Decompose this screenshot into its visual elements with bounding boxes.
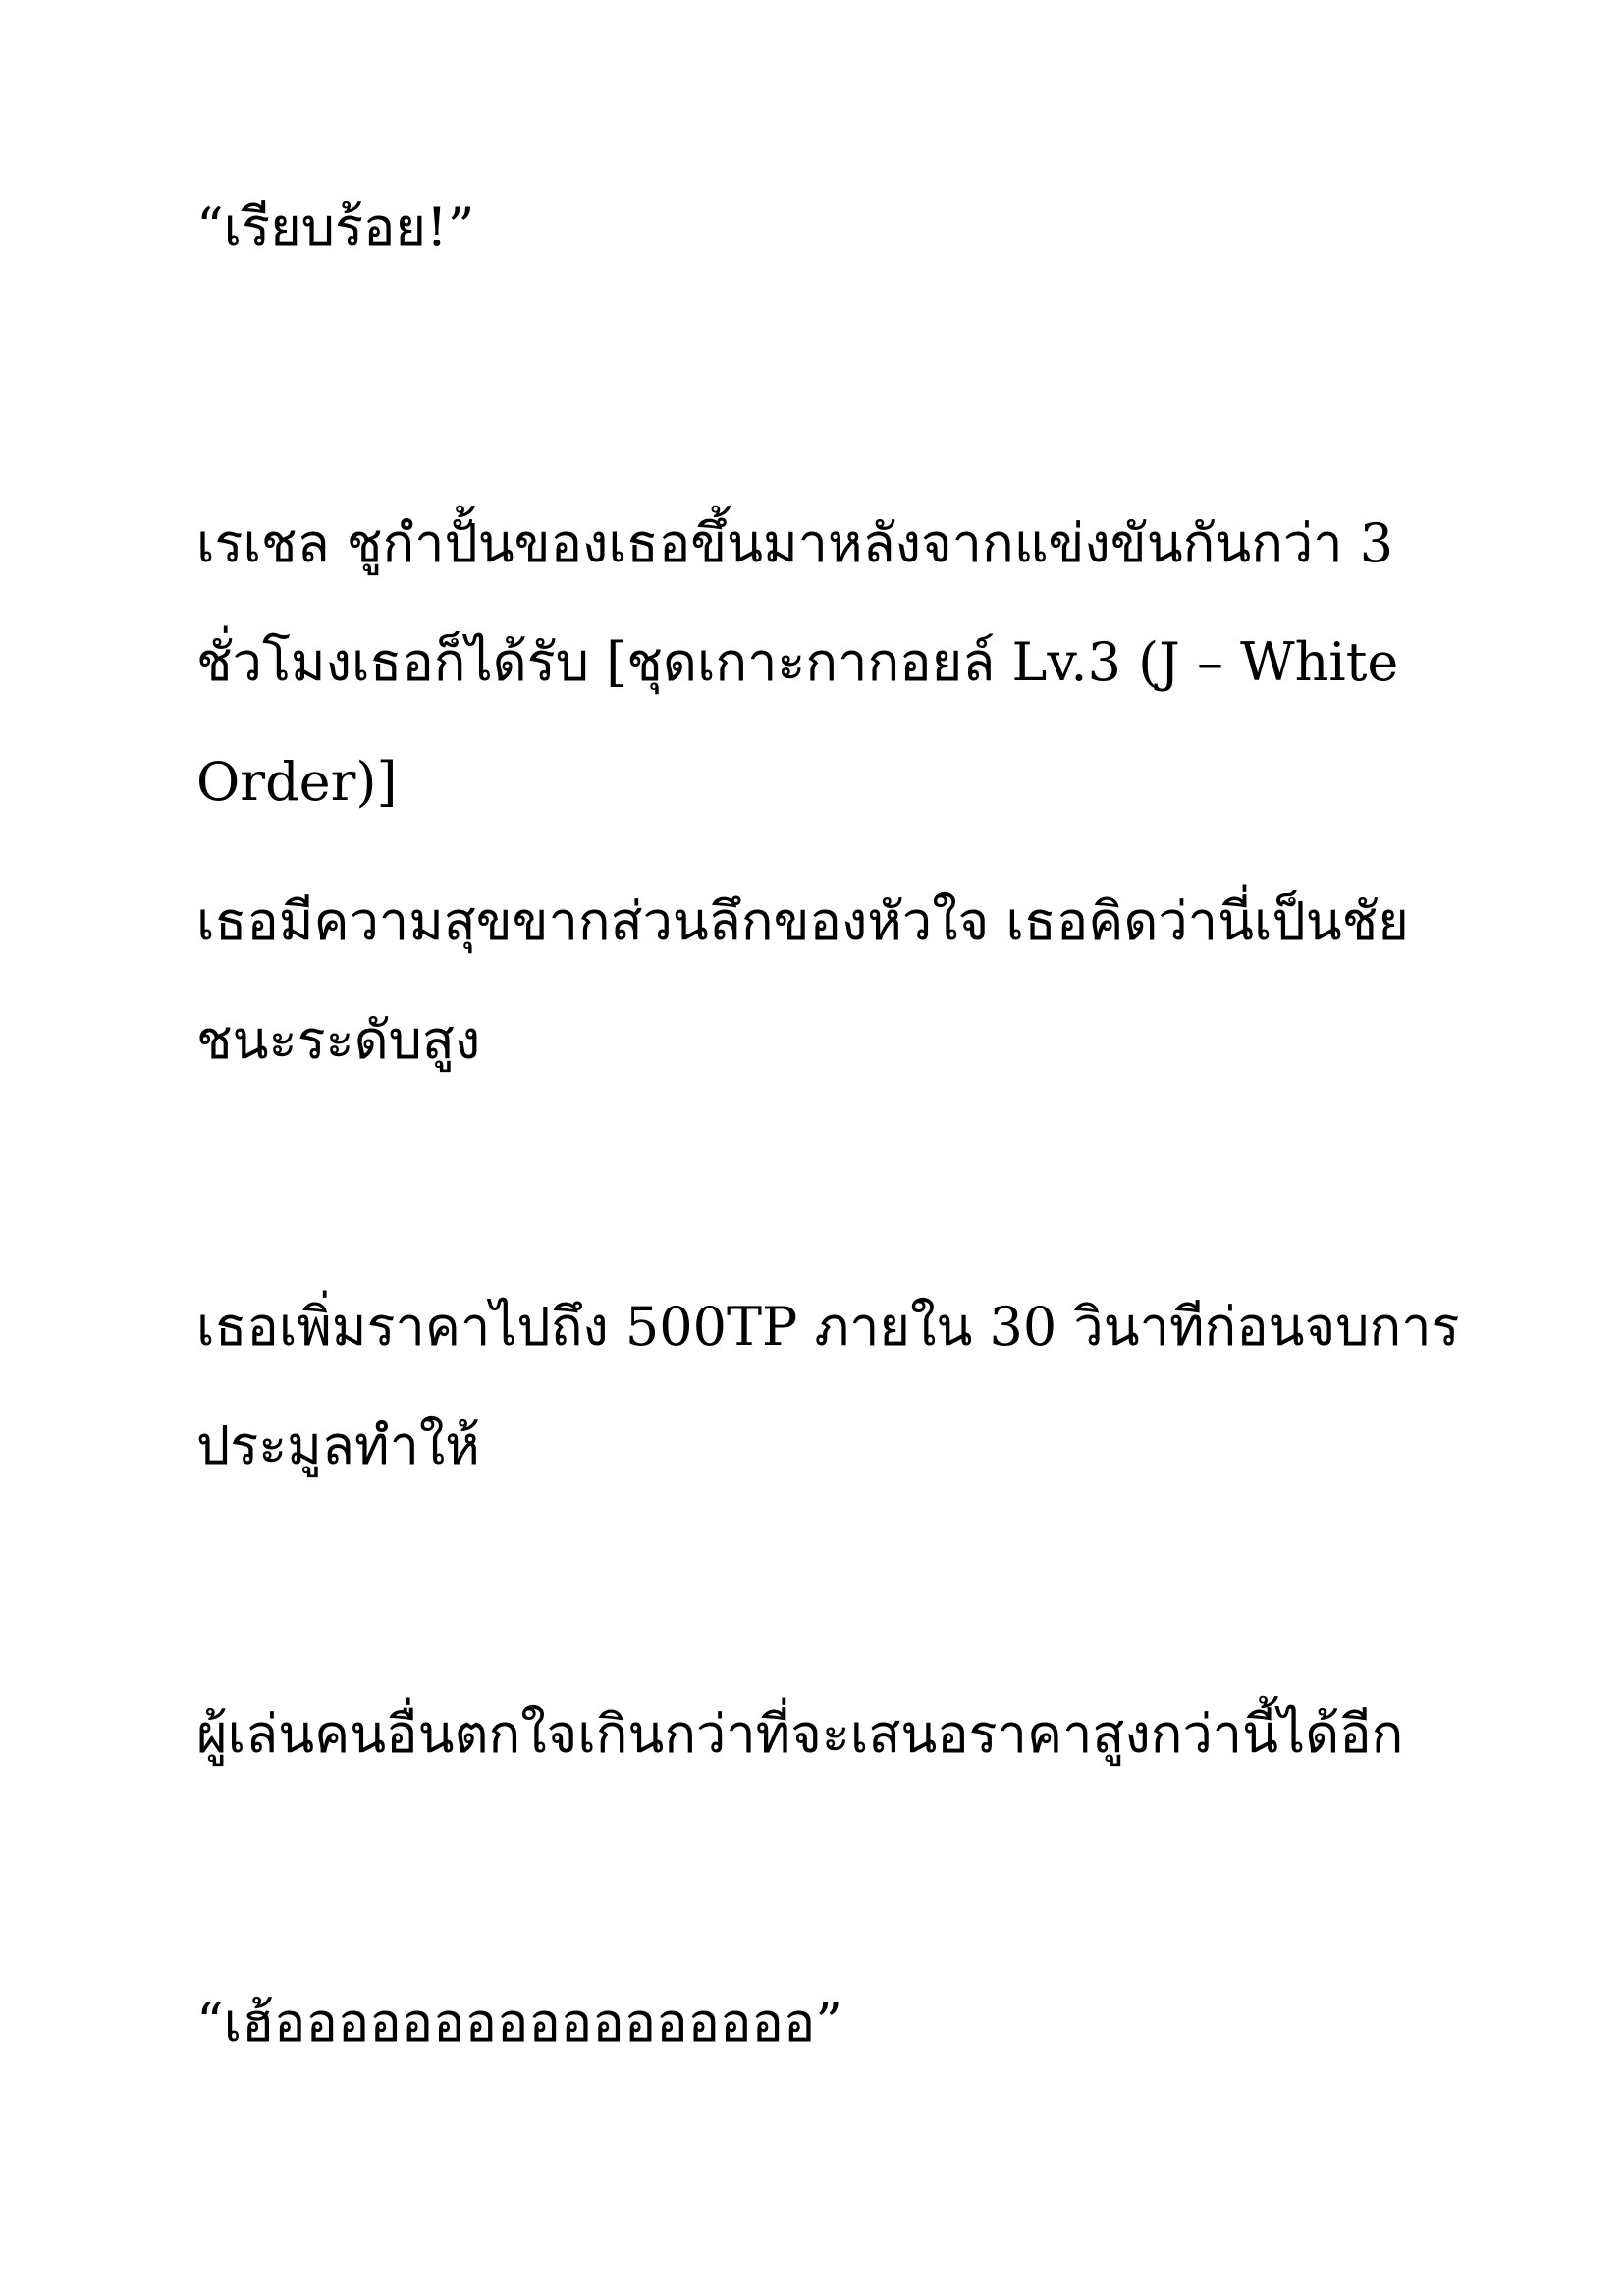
dialogue-line: “เรียบร้อย!” bbox=[196, 196, 475, 258]
paragraph-line: ชนะระดับสูง bbox=[196, 1009, 481, 1071]
paragraph-line: ชั่วโมงเธอก็ได้รับ [ชุดเกาะกากอยล์ Lv.3 (J – White bbox=[196, 631, 1399, 693]
paragraph-line: เธอเพิ่มราคาไปถึง 500TP ภายใน 30 วินาทีก่อนจบการ bbox=[196, 1296, 1460, 1358]
paragraph-line: เรเชล ชูกำปั้นของเธอขึ้นมาหลังจากแข่งขันกันกว่า 3 bbox=[196, 512, 1394, 574]
paragraph-line: ผู้เล่นคนอื่นตกใจเกินกว่าที่จะเสนอราคาสูงกว่านี้ได้อีก bbox=[196, 1703, 1404, 1765]
paragraph-line: เธอมีความสุขขากส่วนลึกของหัวใจ เธอคิดว่านี่เป็นชัย bbox=[196, 890, 1409, 952]
paragraph-line: ประมูลทำให้ bbox=[196, 1415, 480, 1476]
dialogue-line: “เฮ้อออออออออออออออออ” bbox=[196, 1992, 842, 2054]
paragraph-line: Order)] bbox=[196, 751, 398, 813]
